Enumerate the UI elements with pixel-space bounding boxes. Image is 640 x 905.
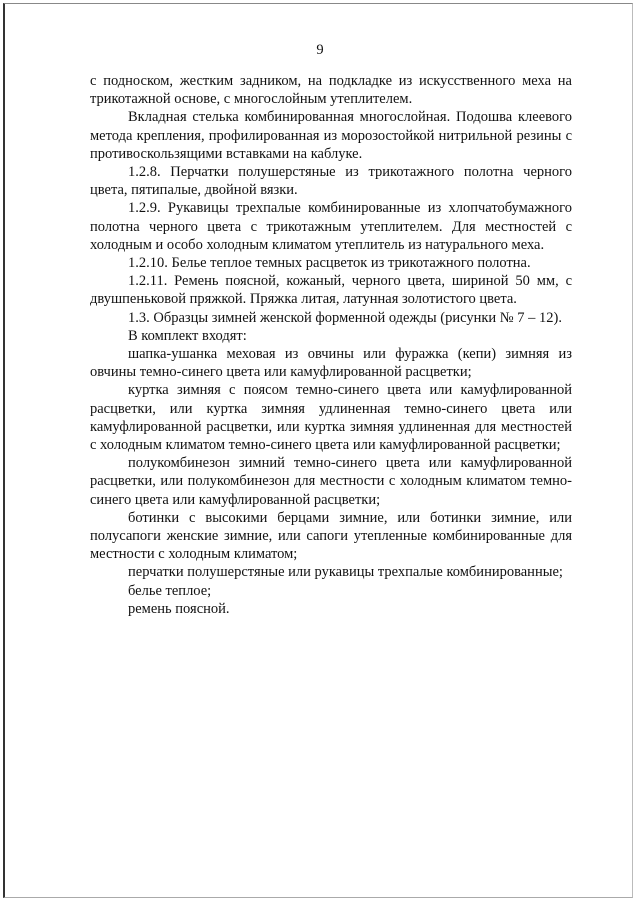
list-item-hat: шапка-ушанка меховая из овчины или фуражка (кепи) зимняя из овчины темно-синего цвета или камуфлированной расцветки; [90, 346, 572, 381]
paragraph-boot-lining: с подноском, жестким задником, на подкладке из искусственного меха на трикотажной основе, с многослойным утеплителем. [90, 73, 572, 108]
list-item-boots: ботинки с высокими берцами зимние, или ботинки зимние, или полусапоги женские зимние, или сапоги утепленные комбинированные для местности с холодным климатом; [90, 509, 572, 563]
paragraph-1-2-9-mittens: 1.2.9. Рукавицы трехпалые комбинированные из хлопчатобумажного полотна черного цвета с трикотажным утеплителем. Для местностей с холодным и особо холодным климатом утеплитель из натурального меха. [90, 200, 572, 253]
paragraph-insole-sole: Вкладная стелька комбинированная многослойная. Подошва клеевого метода крепления, профилированная из морозостойкой нитрильной резины с противоскользящими вставками на каблуке. [90, 109, 572, 162]
paragraph-kit-includes: В комплект входят: [128, 327, 247, 344]
list-item-underwear: белье теплое; [128, 582, 212, 599]
document-body [90, 72, 572, 618]
list-item-jacket: куртка зимняя с поясом темно-синего цвета или камуфлированной расцветки, или куртка зимняя удлиненная темно-синего цвета или камуфлированной расцветки, или куртка зимняя удлиненная для местностей с холодным климатом темно-синего цвета или камуфлированной расцветки; [90, 382, 572, 454]
list-item-belt: ремень поясной. [128, 600, 230, 617]
page-number: 9 [316, 42, 324, 58]
paragraph-1-2-11-belt: 1.2.11. Ремень поясной, кожаный, черного цвета, шириной 50 мм, с двушпеньковой пряжкой. Пряжка литая, латунная золотистого цвета. [90, 273, 572, 308]
list-item-gloves: перчатки полушерстяные или рукавицы трехпалые комбинированные; [128, 564, 563, 581]
paragraph-1-2-8-gloves: 1.2.8. Перчатки полушерстяные из трикотажного полотна черного цвета, пятипалые, двойной вязки. [90, 164, 572, 199]
list-item-overalls: полукомбинезон зимний темно-синего цвета или камуфлированной расцветки, или полукомбинезон для местности с холодным климатом темно-синего цвета или камуфлированной расцветки; [90, 455, 572, 508]
paragraph-1-2-10-underwear: 1.2.10. Белье теплое темных расцветок из трикотажного полотна. [128, 255, 531, 272]
paragraph-1-3-samples: 1.3. Образцы зимней женской форменной одежды (рисунки № 7 – 12). [128, 309, 562, 326]
